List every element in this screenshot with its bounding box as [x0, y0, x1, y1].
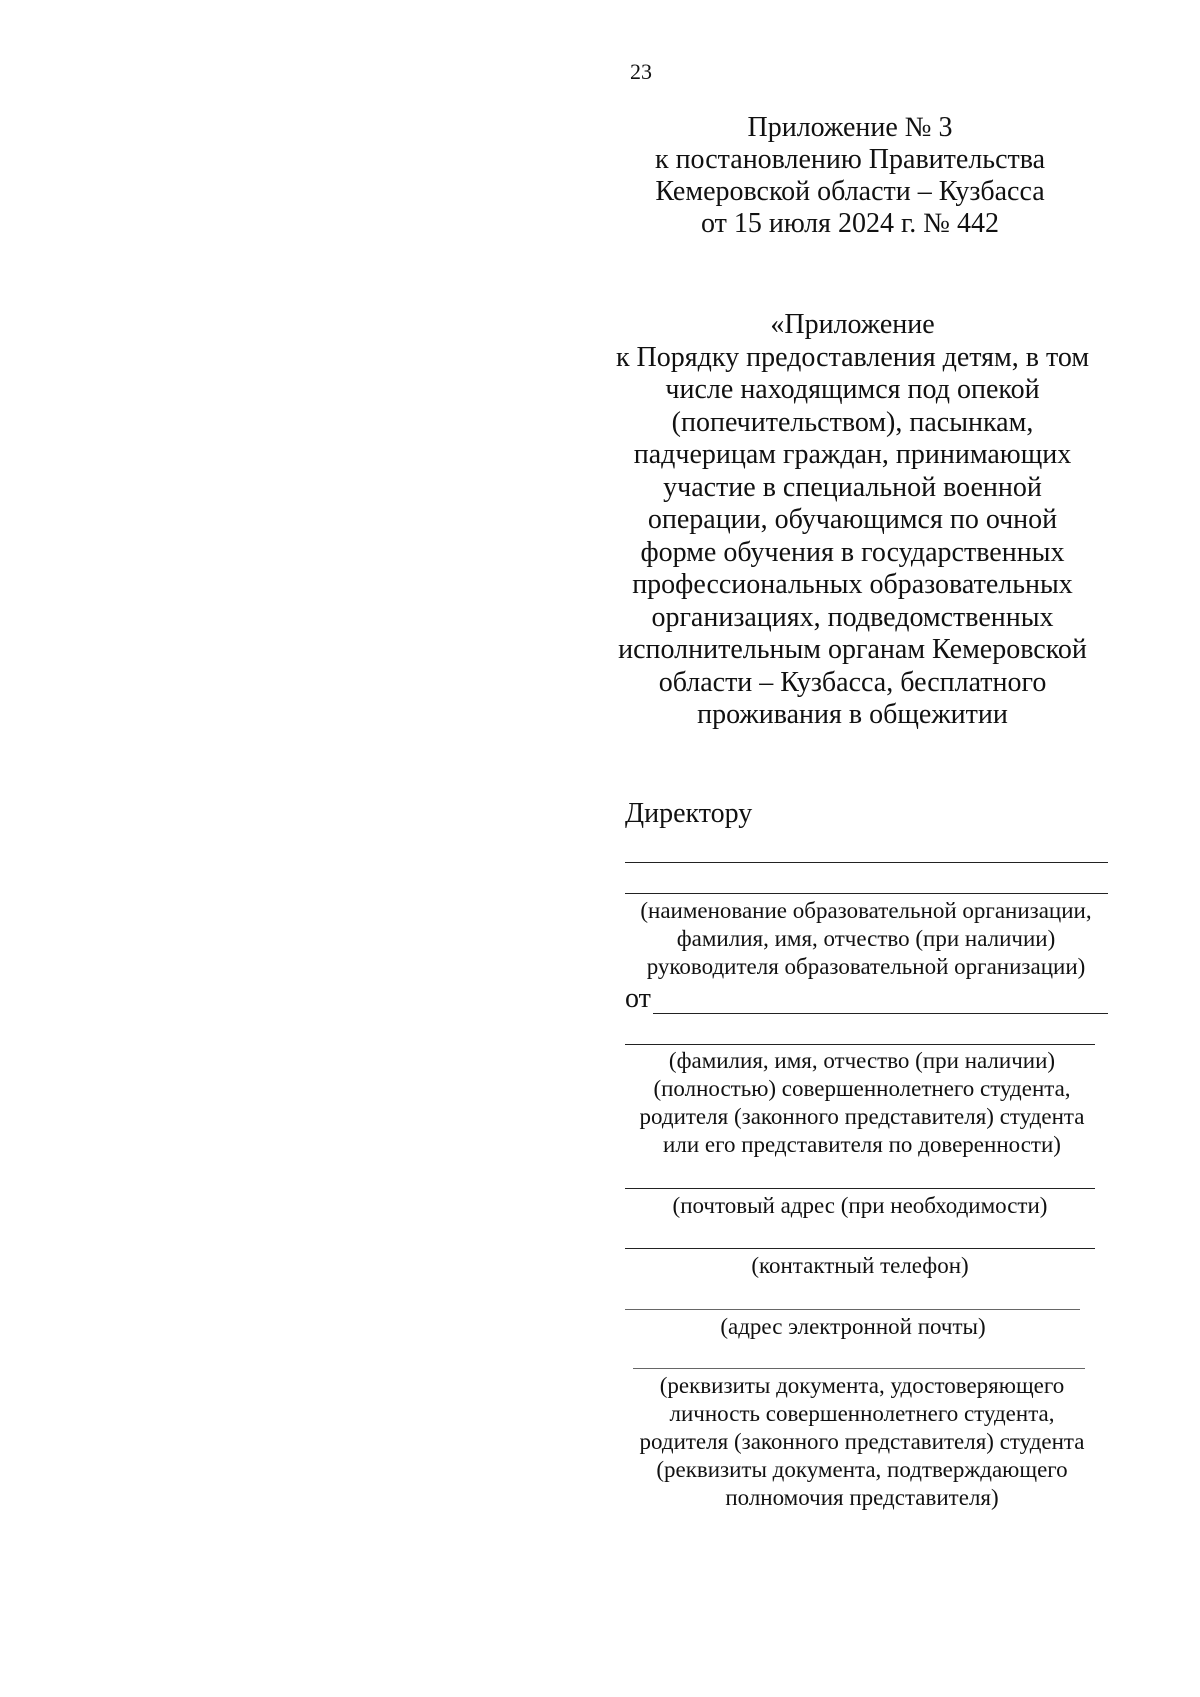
appendix-line: от 15 июля 2024 г. № 442 — [701, 208, 999, 239]
procedure-line: профессиональных образовательных — [632, 569, 1073, 600]
phone-caption — [625, 1252, 1095, 1280]
caption-line: (реквизиты документа, удостоверяющего — [659, 1373, 1065, 1398]
caption-line: (контактный телефон) — [751, 1253, 969, 1278]
organization-caption — [612, 897, 1120, 981]
caption-line: или его представителя по доверенности) — [663, 1132, 1061, 1157]
page-number: 23 — [630, 59, 652, 84]
procedure-line: организациях, подведомственных — [651, 601, 1054, 633]
appendix-line: Кемеровской области – Кузбасса — [655, 176, 1045, 207]
procedure-line: области – Кузбасса, бесплатного — [658, 666, 1047, 698]
caption-line: (почтовый адрес (при необходимости) — [672, 1193, 1048, 1218]
procedure-line: числе находящимся под опекой — [665, 374, 1040, 405]
postal-address-line — [625, 1188, 1095, 1189]
procedure-line: (попечительством), пасынкам, — [671, 406, 1034, 438]
caption-line: (фамилия, имя, отчество (при наличии) — [668, 1048, 1056, 1073]
identity-document-caption — [612, 1372, 1112, 1512]
appendix-header — [620, 112, 1080, 240]
caption-line: (полностью) совершеннолетнего студента, — [653, 1076, 1071, 1101]
caption-line: руководителя образовательной организации) — [646, 954, 1086, 979]
director-label: Директору — [625, 798, 753, 829]
caption-line: личность совершеннолетнего студента, — [669, 1401, 1055, 1426]
caption-line: (реквизиты документа, подтверждающего — [656, 1457, 1068, 1482]
caption-line: (адрес электронной почты) — [720, 1314, 986, 1339]
caption-line: фамилия, имя, отчество (при наличии) — [676, 926, 1056, 951]
phone-line — [625, 1248, 1095, 1249]
appendix-line: к постановлению Правительства — [654, 144, 1046, 175]
from-label: от — [625, 983, 651, 1014]
procedure-line: к Порядку предоставления детям, в том — [615, 341, 1090, 373]
procedure-line: форме обучения в государственных — [640, 536, 1065, 568]
organization-name-line — [625, 893, 1108, 894]
procedure-line: падчерицам граждан, принимающих — [633, 439, 1072, 470]
identity-document-line — [633, 1368, 1085, 1369]
procedure-line: исполнительным органам Кемеровской — [618, 634, 1087, 665]
email-line — [625, 1309, 1080, 1310]
procedure-line: операции, обучающимся по очной — [647, 504, 1058, 535]
email-caption — [618, 1313, 1088, 1341]
caption-line: полномочия представителя) — [725, 1485, 999, 1510]
organization-name-line — [625, 862, 1108, 863]
procedure-line: «Приложение — [770, 309, 935, 340]
applicant-name-line — [653, 1013, 1108, 1014]
applicant-name-line — [625, 1044, 1095, 1045]
caption-line: родителя (законного представителя) студента — [639, 1429, 1085, 1454]
procedure-appendix-header — [615, 309, 1090, 732]
caption-line: родителя (законного представителя) студента — [639, 1104, 1085, 1129]
postal-caption — [625, 1192, 1095, 1220]
procedure-line: проживания в общежитии — [697, 699, 1008, 730]
appendix-line: Приложение № 3 — [747, 112, 953, 143]
applicant-caption — [612, 1047, 1112, 1159]
caption-line: (наименование образовательной организации, — [640, 898, 1092, 923]
procedure-line: участие в специальной военной — [663, 471, 1042, 503]
